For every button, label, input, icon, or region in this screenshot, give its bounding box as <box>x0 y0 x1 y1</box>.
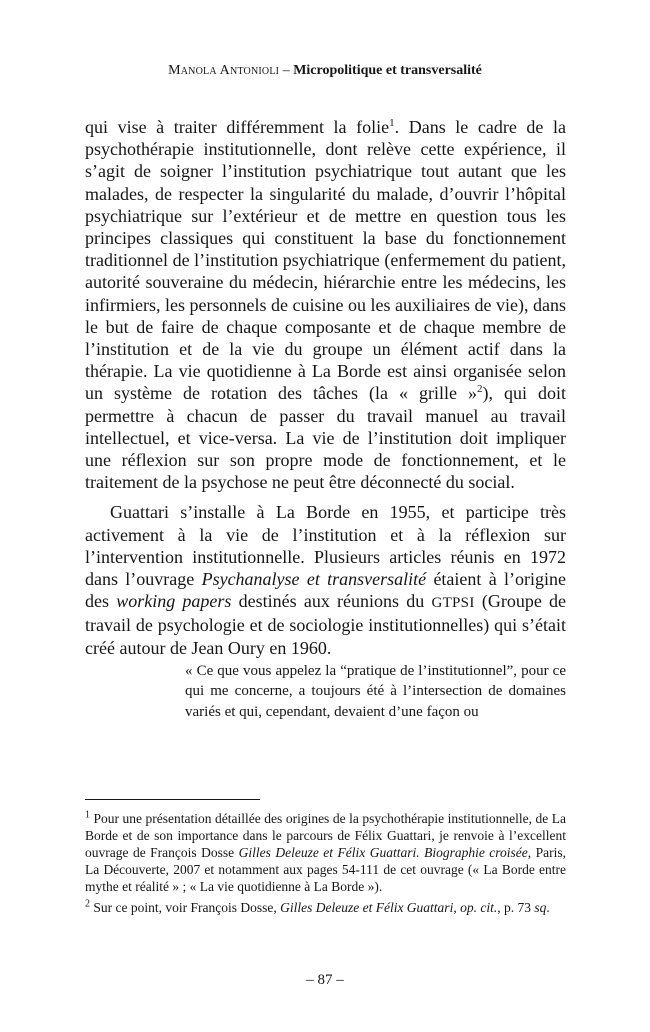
footnote-2-opcit: op. cit. <box>460 900 498 915</box>
p1-text-c: ), qui doit permettre à chacun de passer du travail manuel au travail intellectuel, et vice-versa. La vie de l’institution doit impliquer une réflexion sur son propre mode de fonctionnement, et le traitement de la psychose ne peut être déconnecté du social. <box>85 383 566 493</box>
footnote-2 <box>85 899 566 916</box>
running-head-title: Micropolitique et transversalité <box>293 63 482 78</box>
footnote-1-number: 1 <box>85 809 90 821</box>
p2-gtpsi: GTPSI <box>431 595 475 612</box>
p2-text-b: étaient à l’origine des <box>85 569 566 612</box>
footnote-2-title: Gilles Deleuze et Félix Guattari <box>280 900 454 915</box>
paragraph-1 <box>85 116 566 493</box>
footnote-2-text-b: , <box>453 900 461 915</box>
p2-book-title: Psychanalyse et transversalité <box>201 569 427 590</box>
page-number: – 87 – <box>306 972 344 988</box>
body-text <box>85 116 566 723</box>
block-quote: « Ce que vous appelez la “pratique de l’institutionnel”, pour ce qui me concerne, a toujours été à l’intersection de domaines variés et qui, cependant, devaient d’une façon ou <box>185 662 566 721</box>
footnote-ref-2: 2 <box>476 383 483 396</box>
p1-text-a: qui vise à traiter différemment la folie <box>85 117 390 137</box>
running-head-author: Manola Antonioli <box>168 63 280 78</box>
footnote-1-text-a: Pour une présentation détaillée des origines de la psychothérapie institutionnelle, de La Borde et de son importance dans le parcours de Félix Guattari, je renvoie à l’excellent ouvrage de François Dosse <box>85 811 566 860</box>
footnote-2-sq: sq <box>534 900 547 915</box>
p1-text-b: . Dans le cadre de la psychothérapie institutionnelle, dont relève cette expérience, il s’agit de soigner l’institution psychiatrique tout autant que les malades, de respecter la singularité du malade, d’ouvrir l’hôpital psychiatrique sur l’extérieur et de mettre en question tous les principes classiques qui constituent la base du fonctionnement traditionnel de l’institution psychiatrique (enfermement du patient, autorité souveraine du médecin, hiérarchie entre les médecins, les infirmiers, les personnels de cuisine ou les auxiliaires de vie), dans le but de faire de chaque composante et de chaque membre de l’institution et de la vie du groupe un élément actif dans la thérapie. La vie quotidienne à La Borde est ainsi organisée selon un système de rotation des tâches (la « grille » <box>85 117 566 404</box>
footnote-ref-1: 1 <box>389 117 395 129</box>
footnote-separator <box>85 799 260 800</box>
footnotes <box>85 810 566 920</box>
footnote-2-number: 2 <box>85 898 90 910</box>
p2-text-c: destinés aux réunions du <box>231 591 432 612</box>
footnote-1 <box>85 810 566 895</box>
paragraph-2 <box>85 501 566 658</box>
running-head <box>0 62 650 80</box>
p2-text-a: Guattari s’installe à La Borde en 1955, et participe très activement à la vie de l’institution et à la réflexion sur l’intervention institutionnelle. Plusieurs articles réunis en 1972 dans l’ouvrage <box>85 502 566 590</box>
footnote-2-text-c: , p. 73 <box>497 900 535 915</box>
running-head-separator: – <box>279 63 294 78</box>
footnote-2-text-d: . <box>546 900 550 915</box>
footnote-1-text-b: , Paris, La Découverte, 2007 et notamment aux pages 54-111 de cet ouvrage (« La Borde entre mythe et réalité » ; « La vie quotidienne à La Borde »). <box>85 845 567 894</box>
footnote-1-title: Gilles Deleuze et Félix Guattari. Biographie croisée <box>238 845 528 860</box>
footnote-2-text-a: Sur ce point, voir François Dosse, <box>90 900 281 915</box>
p2-text-d: (Groupe de travail de psychologie et de sociologie institutionnelles) qui s’était créé autour de Jean Oury en 1960. <box>85 591 567 658</box>
p2-working-papers: working papers <box>116 591 232 612</box>
